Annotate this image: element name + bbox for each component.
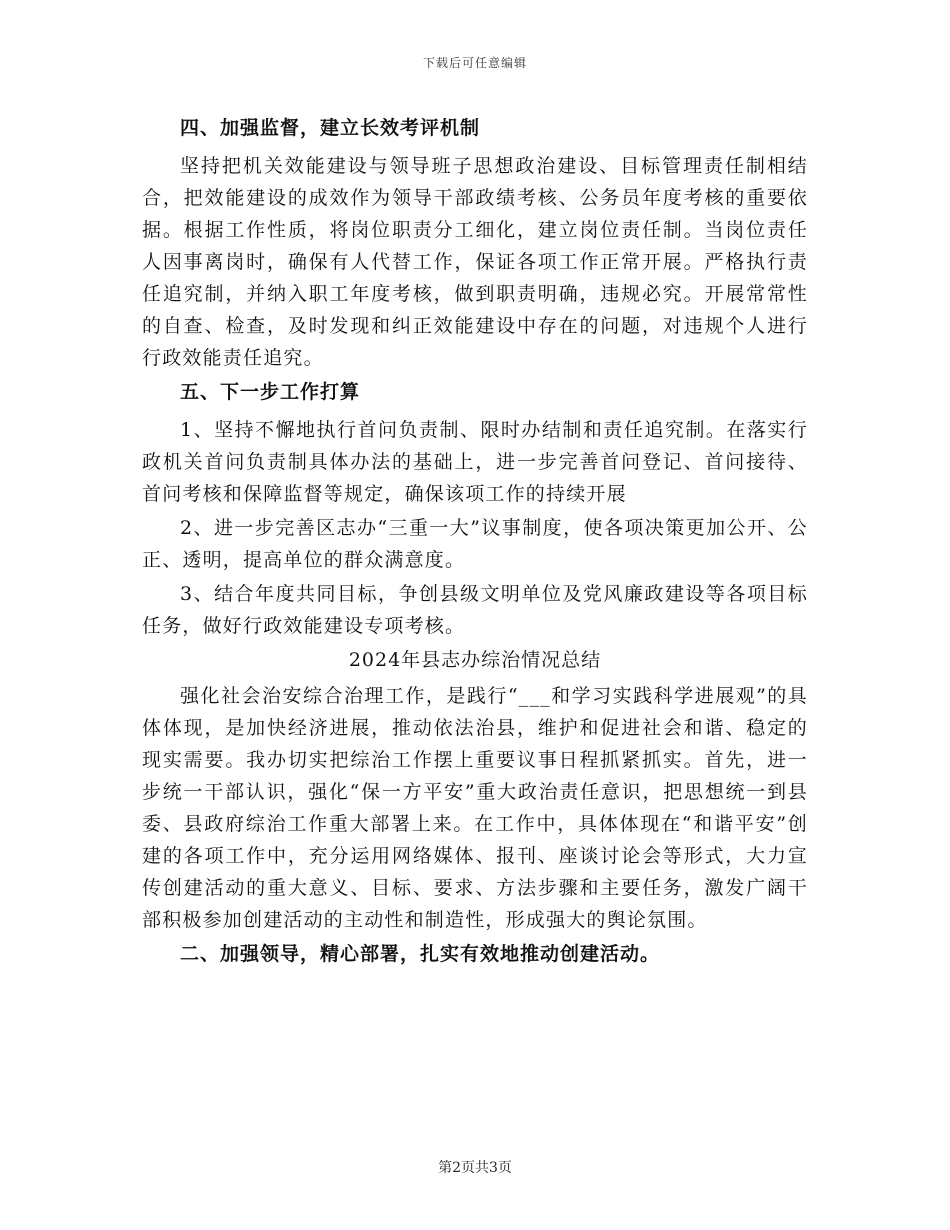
section-heading-5: 五、下一步工作打算: [180, 381, 361, 403]
section-heading-2: 二、加强领导，精心部署，扎实有效地推动创建活动。: [180, 943, 661, 965]
section-heading-4: 四、加强监督，建立长效考评机制: [180, 117, 481, 139]
document-body: [142, 112, 808, 976]
page-number: 第2页共3页: [438, 1160, 512, 1176]
paragraph-supervision: 坚持把机关效能建设与领导班子思想政治建设、目标管理责任制相结合，把效能建设的成效作为领导干部政绩考核、公务员年度考核的重要依据。根据工作性质，将岗位职责分工细化，建立岗位责任制。当岗位责任人因事离岗时，确保有人代替工作，保证各项工作正常开展。严格执行责任追究制，并纳入职工年度考核，做到职责明确，违规必究。开展常常性的自查、检查，及时发现和纠正效能建设中存在的问题，对违规个人进行行政效能责任追究。: [142, 155, 808, 369]
paragraph-plan-2: 2、进一步完善区志办“三重一大”议事制度，使各项决策更加公开、公正、透明，提高单位的群众满意度。: [142, 517, 808, 571]
page-header-note: 下载后可任意编辑: [422, 56, 527, 70]
paragraph-plan-1: 1、坚持不懈地执行首问负责制、限时办结制和责任追究制。在落实行政机关首问负责制具体办法的基础上，进一步完善首问登记、首问接待、首问考核和保障监督等规定，确保该项工作的持续开展: [142, 419, 808, 505]
paragraph-summary: 强化社会治安综合治理工作，是践行“___和学习实践科学进展观”的具体体现，是加快经济进展，推动依法治县，维护和促进社会和谐、稳定的现实需要。我办切实把综治工作摆上重要议事日程抓紧抓实。首先，进一步统一干部认识，强化“保一方平安”重大政治责任意识，把思想统一到县委、县政府综治工作重大部署上来。在工作中，具体体现在“和谐平安”创建的各项工作中，充分运用网络媒体、报刊、座谈讨论会等形式，大力宣传创建活动的重大意义、目标、要求、方法步骤和主要任务，激发广阔干部积极参加创建活动的主动性和制造性，形成强大的舆论氛围。: [142, 685, 808, 931]
document-title: 2024年县志办综治情况总结: [348, 649, 602, 671]
paragraph-plan-3: 3、结合年度共同目标，争创县级文明单位及党风廉政建设等各项目标任务，做好行政效能建设专项考核。: [142, 583, 808, 637]
